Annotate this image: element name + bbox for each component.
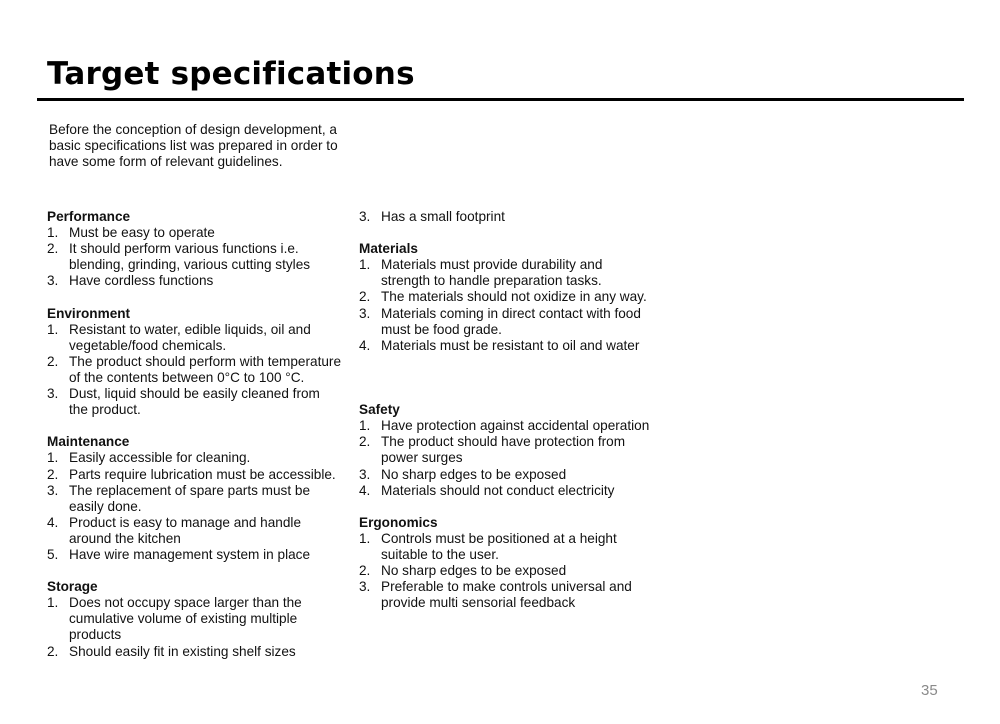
section-gap	[359, 370, 651, 402]
list-item	[47, 273, 342, 289]
list-item	[47, 547, 342, 563]
section-heading: Safety	[359, 402, 400, 418]
list-item-text: Materials must be resistant to oil and water	[381, 337, 640, 353]
list-item-text: Controls must be positioned at a height suitable to the user.	[381, 530, 617, 562]
section-heading: Materials	[359, 241, 418, 257]
list-item	[47, 386, 342, 418]
list-item	[47, 483, 342, 515]
list-item	[359, 418, 651, 434]
list-number: 2.	[359, 434, 371, 450]
list-number: 4.	[359, 482, 371, 498]
list-item	[359, 579, 651, 611]
list-number: 1.	[359, 530, 371, 546]
list-item-text: Parts require lubrication must be accessible.	[69, 466, 336, 482]
list-item	[47, 354, 342, 386]
list-item	[359, 289, 651, 305]
list-number: 2.	[47, 241, 59, 257]
list-item-text: Materials should not conduct electricity	[381, 482, 615, 498]
list-number: 5.	[47, 546, 59, 562]
list-number: 1.	[47, 595, 59, 611]
spec-list	[359, 531, 651, 611]
list-item	[359, 209, 651, 225]
section-heading: Environment	[47, 305, 131, 321]
list-number: 3.	[359, 209, 371, 224]
intro-paragraph: Before the conception of design development, a basic specifications list was prepared in order to have some form of relevant guidelines.	[49, 122, 338, 170]
list-number: 3.	[359, 579, 371, 595]
spec-list	[359, 257, 651, 354]
page-number: 35	[921, 682, 938, 699]
list-item	[47, 467, 342, 483]
list-item	[359, 531, 651, 563]
list-item-text: Have cordless functions	[69, 273, 214, 289]
list-item-text: Easily accessible for cleaning.	[69, 450, 251, 466]
list-item	[47, 515, 342, 547]
list-item	[47, 450, 342, 466]
list-number: 2.	[47, 353, 59, 369]
list-number: 2.	[47, 466, 59, 482]
list-number: 3.	[47, 386, 59, 402]
list-item-text: Have wire management system in place	[69, 546, 311, 562]
list-item-text: Have protection against accidental operation	[381, 418, 650, 434]
list-item	[359, 338, 651, 354]
list-number: 1.	[47, 450, 59, 466]
spec-section-environment	[47, 306, 342, 419]
page-title: Target specifications	[47, 56, 415, 92]
list-item-text: The product should have protection from power surges	[381, 434, 626, 466]
list-item	[359, 257, 651, 289]
list-number: 3.	[47, 273, 59, 289]
list-number: 3.	[47, 482, 59, 498]
list-item-text: Should easily fit in existing shelf sizes	[69, 643, 296, 659]
spec-list	[47, 595, 342, 659]
list-number: 3.	[359, 305, 371, 321]
list-item	[47, 595, 342, 643]
list-item	[47, 322, 342, 354]
list-item	[47, 644, 342, 660]
list-item-text: Must be easy to operate	[69, 225, 215, 241]
spec-section-storage	[47, 579, 342, 659]
list-item	[47, 241, 342, 273]
section-heading: Performance	[47, 209, 131, 224]
section-heading: Maintenance	[47, 434, 130, 450]
list-item-text: Product is easy to manage and handle around the kitchen	[69, 514, 302, 546]
list-number: 4.	[359, 337, 371, 353]
section-heading: Storage	[47, 579, 98, 595]
list-item-text: It should perform various functions i.e. blending, grinding, various cutting styles	[69, 241, 311, 273]
storage-continued-list	[359, 209, 651, 225]
list-item-text: Materials must provide durability and strength to handle preparation tasks.	[381, 257, 603, 289]
list-item	[359, 467, 651, 483]
list-number: 1.	[47, 321, 59, 337]
list-item	[359, 483, 651, 499]
list-item	[359, 306, 651, 338]
list-number: 1.	[359, 418, 371, 434]
list-item-text: Preferable to make controls universal and provide multi sensorial feedback	[381, 579, 632, 611]
spec-list	[47, 225, 342, 289]
spec-section-ergonomics	[359, 515, 651, 612]
spec-section-performance	[47, 209, 342, 289]
spec-list	[359, 418, 651, 498]
list-item-text: Resistant to water, edible liquids, oil and vegetable/food chemicals.	[69, 321, 311, 353]
list-item-text: No sharp edges to be exposed	[381, 563, 567, 579]
spec-section-materials	[359, 241, 651, 354]
list-item	[47, 225, 342, 241]
title-divider	[37, 98, 964, 101]
list-number: 1.	[359, 257, 371, 273]
list-item-text: Has a small footprint	[381, 209, 505, 224]
list-number: 2.	[359, 289, 371, 305]
list-item-text: The product should perform with temperature of the contents between 0°C to 100 °C.	[69, 353, 342, 385]
list-number: 3.	[359, 466, 371, 482]
list-item-text: Dust, liquid should be easily cleaned from the product.	[69, 386, 320, 418]
list-number: 4.	[47, 514, 59, 530]
spec-list	[47, 322, 342, 419]
list-item	[359, 563, 651, 579]
list-item-text: Materials coming in direct contact with food must be food grade.	[381, 305, 641, 337]
spec-section-safety	[359, 402, 651, 499]
list-item-text: No sharp edges to be exposed	[381, 466, 567, 482]
list-number: 1.	[47, 225, 59, 241]
spec-section-maintenance	[47, 434, 342, 563]
list-number: 2.	[47, 643, 59, 659]
right-column	[359, 209, 651, 611]
list-number: 2.	[359, 563, 371, 579]
section-heading: Ergonomics	[359, 514, 438, 530]
list-item-text: Does not occupy space larger than the cumulative volume of existing multiple products	[69, 595, 302, 643]
list-item	[359, 434, 651, 466]
spec-list	[47, 450, 342, 563]
list-item-text: The materials should not oxidize in any way.	[381, 289, 647, 305]
left-column	[47, 209, 342, 660]
list-item-text: The replacement of spare parts must be easily done.	[69, 482, 311, 514]
